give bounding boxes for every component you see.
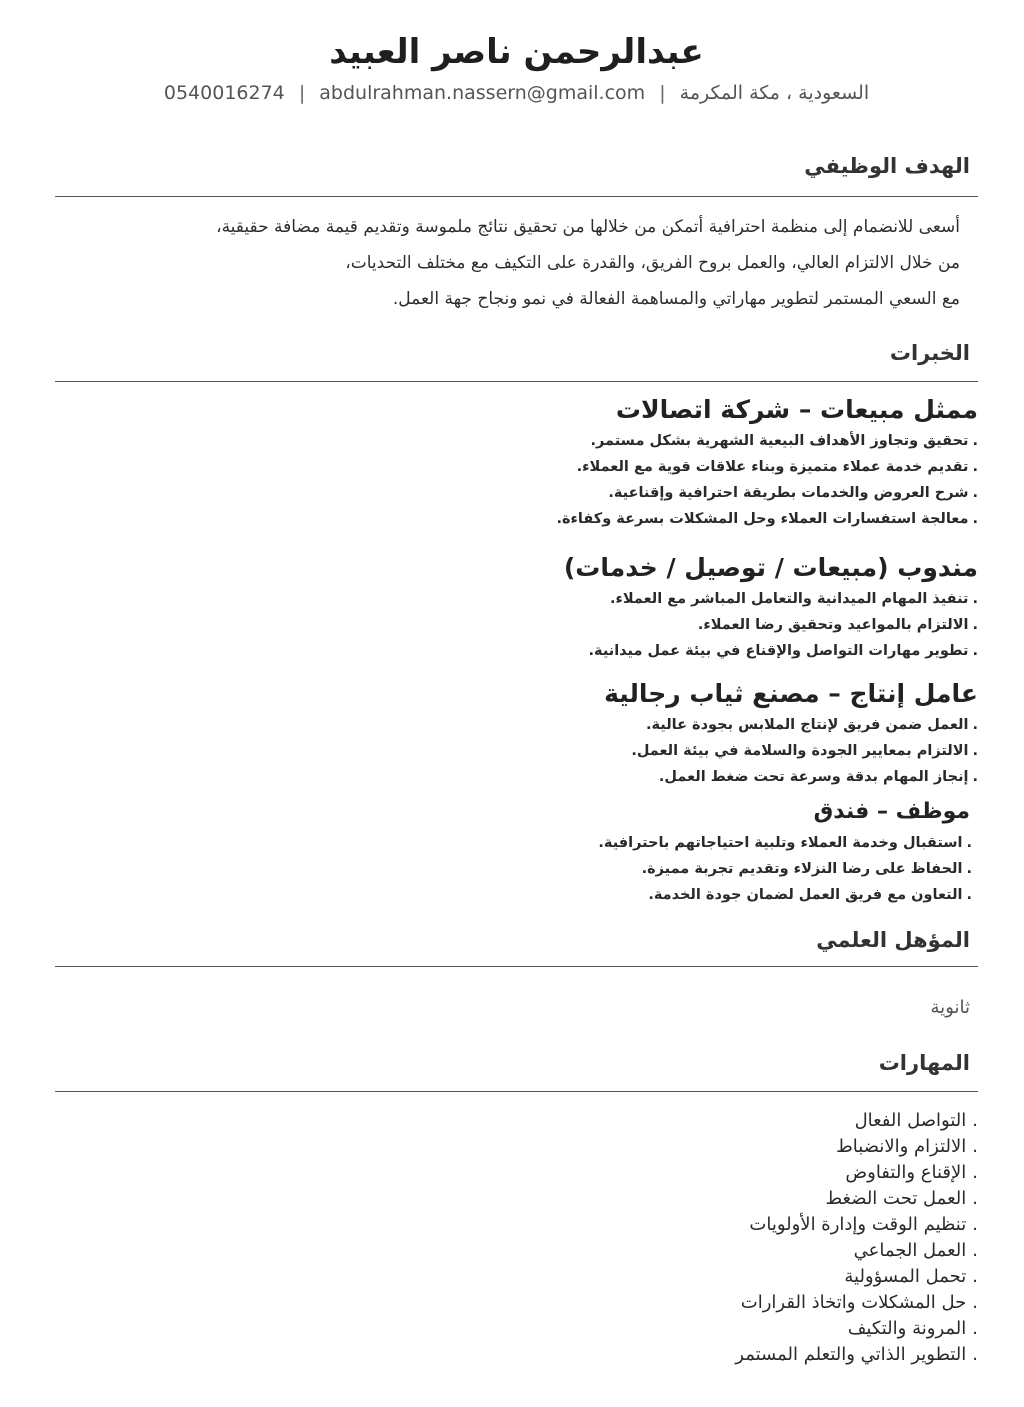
job-duties <box>55 712 978 790</box>
list-item: .تقديم خدمة عملاء متميزة وبناء علاقات قوية مع العملاء. <box>576 459 978 475</box>
section-divider <box>55 1091 978 1092</box>
list-item: .العمل ضمن فريق لإنتاج الملابس بجودة عالية. <box>645 717 978 733</box>
list-item: .العمل الجماعي <box>853 1240 978 1261</box>
section-divider <box>55 196 978 197</box>
section-divider <box>55 381 978 382</box>
education-title: المؤهل العلمي <box>816 928 970 952</box>
list-item: .استقبال وخدمة العملاء وتلبية احتياجاتهم باحترافية. <box>598 835 972 851</box>
job-duties <box>55 428 978 532</box>
list-item: .العمل تحت الضغط <box>825 1188 978 1209</box>
resume-name: عبدالرحمن ناصر العبيد <box>329 32 704 72</box>
list-item: .تنفيذ المهام الميدانية والتعامل المباشر مع العملاء. <box>609 591 978 607</box>
list-item: .تنظيم الوقت وإدارة الأولويات <box>749 1214 978 1235</box>
list-item: .شرح العروض والخدمات بطريقة احترافية وإقناعية. <box>608 485 978 501</box>
list-item: .تحقيق وتجاوز الأهداف البيعية الشهرية بشكل مستمر. <box>590 433 978 449</box>
list-item: .الالتزام بمعايير الجودة والسلامة في بيئة العمل. <box>631 743 978 759</box>
job-title: موظف – فندق <box>813 799 970 824</box>
list-item: .تطوير مهارات التواصل والإقناع في بيئة عمل ميدانية. <box>588 643 978 659</box>
job-entry <box>55 794 978 908</box>
resume-page <box>55 0 978 1407</box>
job-title: ممثل مبيعات – شركة اتصالات <box>615 395 978 424</box>
list-item: .المرونة والتكيف <box>847 1318 978 1339</box>
list-item: .الالتزام بالمواعيد وتحقيق رضا العملاء. <box>697 617 978 633</box>
job-entry <box>55 676 978 790</box>
list-item: .معالجة استفسارات العملاء وحل المشكلات بسرعة وكفاءة. <box>556 511 978 527</box>
list-item: .التواصل الفعال <box>854 1110 978 1131</box>
job-duties <box>55 586 978 664</box>
job-entry <box>55 392 978 532</box>
skills-title: المهارات <box>878 1051 970 1075</box>
contact-phone[interactable]: 0540016274 <box>163 82 285 104</box>
contact-separator: | <box>659 82 666 104</box>
list-item: .حل المشكلات واتخاذ القرارات <box>740 1292 978 1313</box>
list-item: .إنجاز المهام بدقة وسرعة تحت ضغط العمل. <box>658 769 978 785</box>
contact-email[interactable]: abdulrahman.nassern@gmail.com <box>319 82 646 104</box>
objective-line: أسعى للانضمام إلى منظمة احترافية أتمكن من خلالها من تحقيق نتائج ملموسة وتقديم قيمة مضافة حقيقية، <box>216 217 960 237</box>
job-title: مندوب (مبيعات / توصيل / خدمات) <box>563 553 978 582</box>
contact-location: السعودية ، مكة المكرمة <box>679 82 870 104</box>
list-item: .الحفاظ على رضا النزلاء وتقديم تجربة مميزة. <box>641 861 972 877</box>
objective-line: من خلال الالتزام العالي، والعمل بروح الفريق، والقدرة على التكيف مع مختلف التحديات، <box>345 253 960 273</box>
list-item: .الإقناع والتفاوض <box>845 1162 978 1183</box>
list-item: .التطوير الذاتي والتعلم المستمر <box>735 1344 978 1365</box>
objective-line: مع السعي المستمر لتطوير مهاراتي والمساهمة الفعالة في نمو ونجاح جهة العمل. <box>392 289 960 309</box>
section-divider <box>55 966 978 967</box>
list-item: .التعاون مع فريق العمل لضمان جودة الخدمة. <box>648 887 972 903</box>
objective-text <box>55 209 978 317</box>
objective-title: الهدف الوظيفي <box>804 154 970 178</box>
skills-list <box>55 1108 978 1368</box>
list-item: .تحمل المسؤولية <box>844 1266 978 1287</box>
list-item: .الالتزام والانضباط <box>836 1136 978 1157</box>
education-value: ثانوية <box>930 997 970 1018</box>
contact-separator: | <box>298 82 306 104</box>
job-entry <box>55 550 978 664</box>
contact-line <box>55 78 978 108</box>
job-duties <box>55 830 978 908</box>
job-title: عامل إنتاج – مصنع ثياب رجالية <box>604 679 978 708</box>
experience-title: الخبرات <box>889 341 970 365</box>
